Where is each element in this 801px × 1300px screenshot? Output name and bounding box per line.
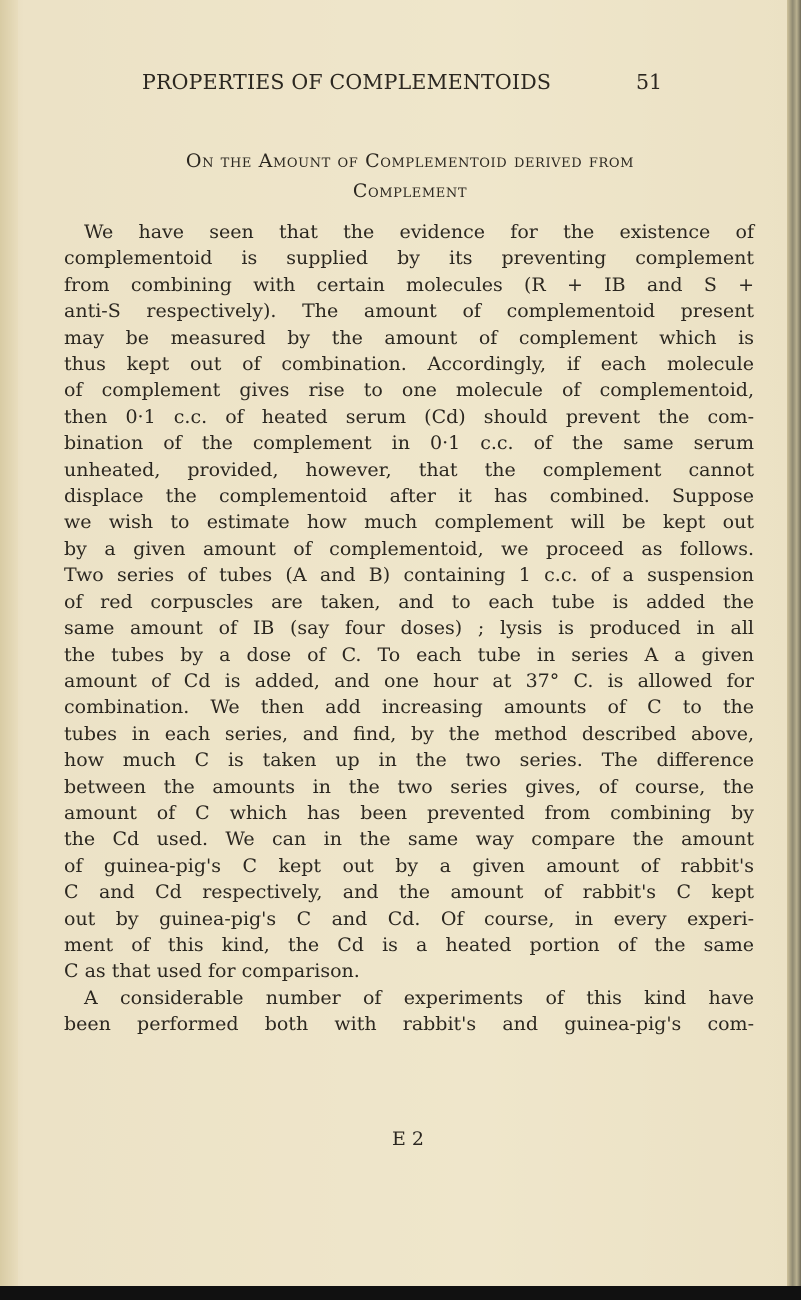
text-line: between the amounts in the two series gives, of course, the xyxy=(64,775,754,798)
text-line: We have seen that the evidence for the existence of xyxy=(84,221,754,243)
running-title: PROPERTIES OF COMPLEMENTOIDS xyxy=(142,70,552,94)
text-line: thus kept out of combination. Accordingly, if each molecule xyxy=(64,353,754,376)
text-line: the tubes by a dose of C. To each tube in series A a given xyxy=(64,643,754,666)
scan-border xyxy=(0,1286,801,1300)
text-line: may be measured by the amount of complement which is xyxy=(64,326,754,349)
text-line: of guinea-pig's C kept out by a given amount of rabbit's xyxy=(64,854,754,877)
section-heading-line-2: Complement xyxy=(352,180,468,202)
text-line: C as that used for comparison. xyxy=(64,960,360,983)
signature-mark: E 2 xyxy=(392,1128,424,1150)
text-line: tubes in each series, and find, by the method described above, xyxy=(64,722,754,745)
text-line: unheated, provided, however, that the complement cannot xyxy=(64,458,754,481)
text-line: we wish to estimate how much complement will be kept out xyxy=(64,511,754,534)
text-line: amount of C which has been prevented from combining by xyxy=(64,801,754,824)
text-line: displace the complementoid after it has combined. Suppose xyxy=(64,485,754,508)
text-line: ment of this kind, the Cd is a heated portion of the same xyxy=(64,933,754,956)
text-line: then 0·1 c.c. of heated serum (Cd) should prevent the com- xyxy=(64,405,754,428)
text-line: complementoid is supplied by its preventing complement xyxy=(64,247,754,270)
text-line: the Cd used. We can in the same way compare the amount xyxy=(64,828,754,851)
text-line: A considerable number of experiments of this kind have xyxy=(84,986,754,1009)
page-number: 51 xyxy=(636,70,663,94)
text-line: of red corpuscles are taken, and to each tube is added the xyxy=(64,590,754,613)
page-gutter xyxy=(0,0,18,1300)
text-line: same amount of IB (say four doses) ; lysis is produced in all xyxy=(64,617,754,640)
section-heading xyxy=(60,146,760,206)
text-line: how much C is taken up in the two series. The difference xyxy=(64,749,754,772)
text-line: been performed both with rabbit's and guinea-pig's com- xyxy=(64,1013,754,1036)
body-text xyxy=(64,219,754,1038)
text-line: bination of the complement in 0·1 c.c. of the same serum xyxy=(64,432,754,455)
text-line: amount of Cd is added, and one hour at 37° C. is allowed for xyxy=(64,669,754,692)
text-line: C and Cd respectively, and the amount of rabbit's C kept xyxy=(64,881,754,904)
page-edge xyxy=(787,0,801,1290)
text-line: out by guinea-pig's C and Cd. Of course, in every experi- xyxy=(64,907,754,930)
text-line: by a given amount of complementoid, we proceed as follows. xyxy=(64,537,754,560)
section-heading-line-1: On the Amount of Complementoid derived from xyxy=(185,150,635,172)
text-line: of complement gives rise to one molecule of complementoid, xyxy=(64,379,754,402)
text-line: combination. We then add increasing amounts of C to the xyxy=(64,696,754,719)
text-line: Two series of tubes (A and B) containing 1 c.c. of a suspension xyxy=(64,564,754,587)
text-line: from combining with certain molecules (R + IB and S + xyxy=(64,273,754,296)
text-line: anti-S respectively). The amount of complementoid present xyxy=(64,300,754,323)
